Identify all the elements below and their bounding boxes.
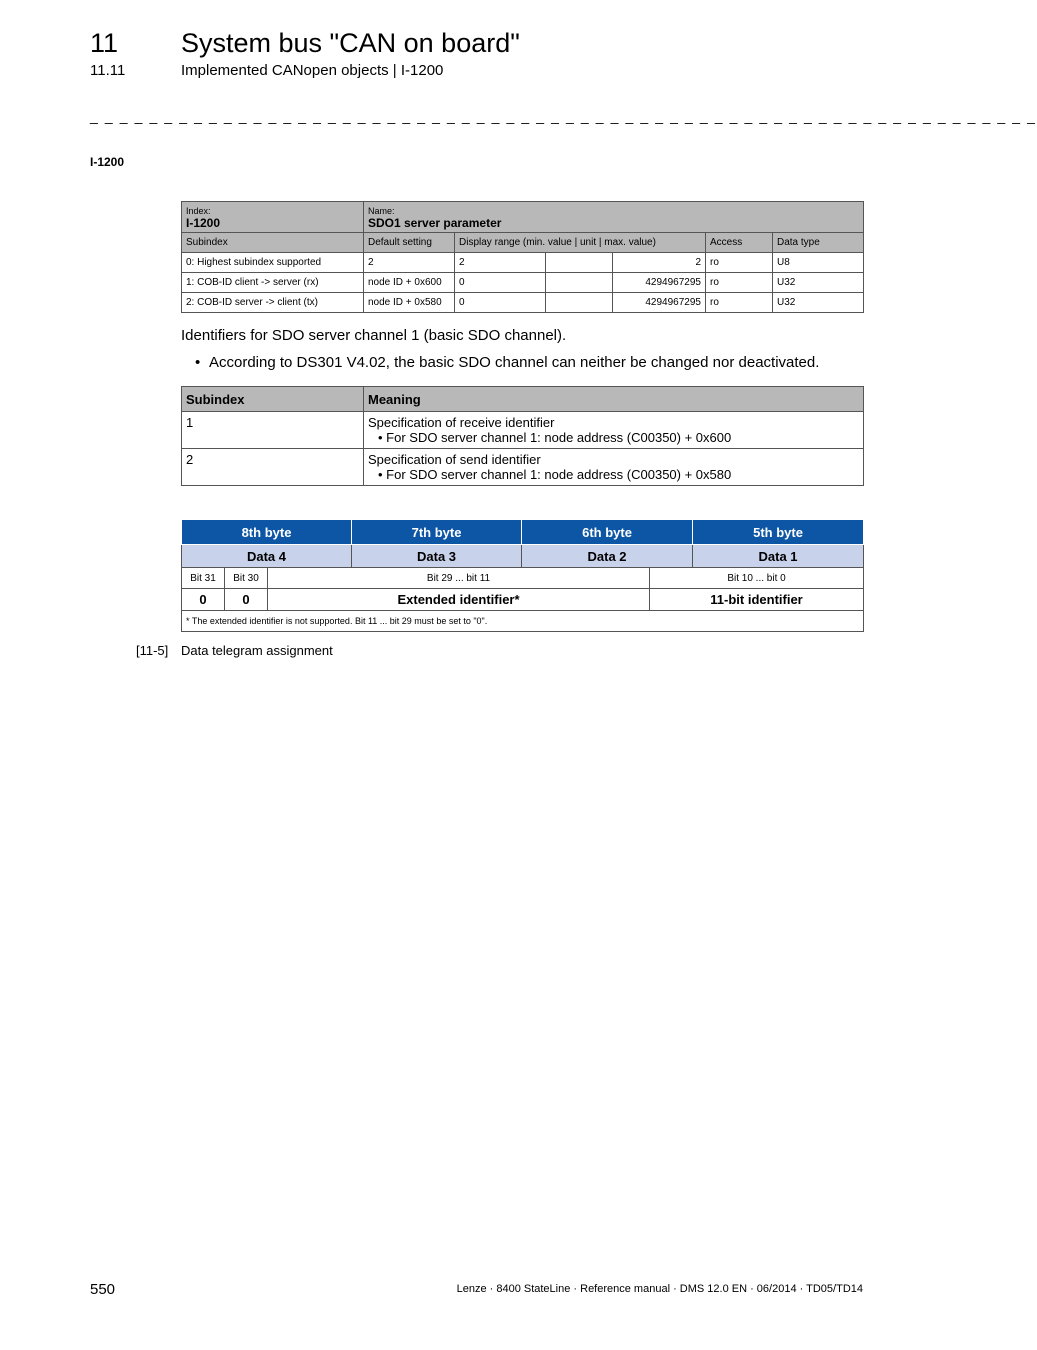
- value-extended-identifier: Extended identifier*: [268, 589, 650, 611]
- data-3: Data 3: [352, 545, 522, 568]
- bit-29-11: Bit 29 ... bit 11: [268, 568, 650, 589]
- bullet-icon: •: [195, 354, 201, 371]
- figure-number: [11-5]: [136, 643, 169, 658]
- index-cell: [182, 202, 364, 233]
- name-label: Name:: [368, 206, 395, 216]
- col-range: Display range (min. value | unit | max. value): [455, 233, 706, 253]
- bit-31: Bit 31: [182, 568, 225, 589]
- object-table: [181, 201, 864, 313]
- byte-6: 6th byte: [522, 520, 693, 545]
- col-subindex: Subindex: [182, 233, 364, 253]
- bit-30: Bit 30: [225, 568, 268, 589]
- telegram-table: [181, 519, 864, 632]
- col-meaning: Meaning: [364, 387, 864, 412]
- value-11bit-identifier: 11-bit identifier: [650, 589, 864, 611]
- table-row: 2: COB-ID server -> client (tx) node ID + 0x580 0 4294967295 ro U32: [182, 293, 864, 313]
- chapter-title: System bus "CAN on board": [181, 28, 520, 58]
- value-bit-31: 0: [182, 589, 225, 611]
- byte-8: 8th byte: [182, 520, 352, 545]
- bit-10-0: Bit 10 ... bit 0: [650, 568, 864, 589]
- table-row: 2 Specification of send identifier • For SDO server channel 1: node address (C00350) + 0x580: [182, 449, 864, 486]
- byte-5: 5th byte: [693, 520, 864, 545]
- table-row: 0: Highest subindex supported 2 2 2 ro U8: [182, 253, 864, 273]
- header-divider: _ _ _ _ _ _ _ _ _ _ _ _ _ _ _ _ _ _ _ _ _ _ _ _ _ _ _ _ _ _ _ _ _ _ _ _ _ _ _ _ _ _ _ _ _ _ _ _ _ _ _ _ _ _ _ _ _ _ _ _ _ _ _ _: [90, 108, 1037, 124]
- byte-7: 7th byte: [352, 520, 522, 545]
- table-row: 1: COB-ID client -> server (rx) node ID + 0x600 0 4294967295 ro U32: [182, 273, 864, 293]
- col-access: Access: [706, 233, 773, 253]
- col-type: Data type: [773, 233, 864, 253]
- data-4: Data 4: [182, 545, 352, 568]
- body-bullet: [195, 354, 819, 371]
- index-label: Index:: [186, 206, 211, 216]
- page-number: 550: [90, 1281, 116, 1298]
- name-value: SDO1 server parameter: [368, 216, 502, 230]
- name-cell: [364, 202, 864, 233]
- data-2: Data 2: [522, 545, 693, 568]
- index-value: I-1200: [186, 216, 221, 230]
- body-paragraph: Identifiers for SDO server channel 1 (basic SDO channel).: [181, 327, 567, 344]
- data-1: Data 1: [693, 545, 864, 568]
- telegram-note: * The extended identifier is not supported. Bit 11 ... bit 29 must be set to "0".: [182, 611, 864, 632]
- chapter-number: 11: [90, 28, 119, 58]
- section-title: Implemented CANopen objects | I-1200: [181, 62, 444, 79]
- col-subindex: Subindex: [182, 387, 364, 412]
- value-bit-30: 0: [225, 589, 268, 611]
- section-number: 11.11: [90, 62, 126, 79]
- figure-caption: Data telegram assignment: [181, 643, 333, 658]
- meaning-table: [181, 386, 864, 486]
- bullet-text: According to DS301 V4.02, the basic SDO channel can neither be changed nor deactivated.: [209, 354, 820, 371]
- col-default: Default setting: [364, 233, 455, 253]
- table-row: 1 Specification of receive identifier • For SDO server channel 1: node address (C00350) + 0x600: [182, 412, 864, 449]
- footer-text: Lenze · 8400 StateLine · Reference manual · DMS 12.0 EN · 06/2014 · TD05/TD14: [456, 1283, 863, 1295]
- subheading: I-1200: [90, 155, 125, 169]
